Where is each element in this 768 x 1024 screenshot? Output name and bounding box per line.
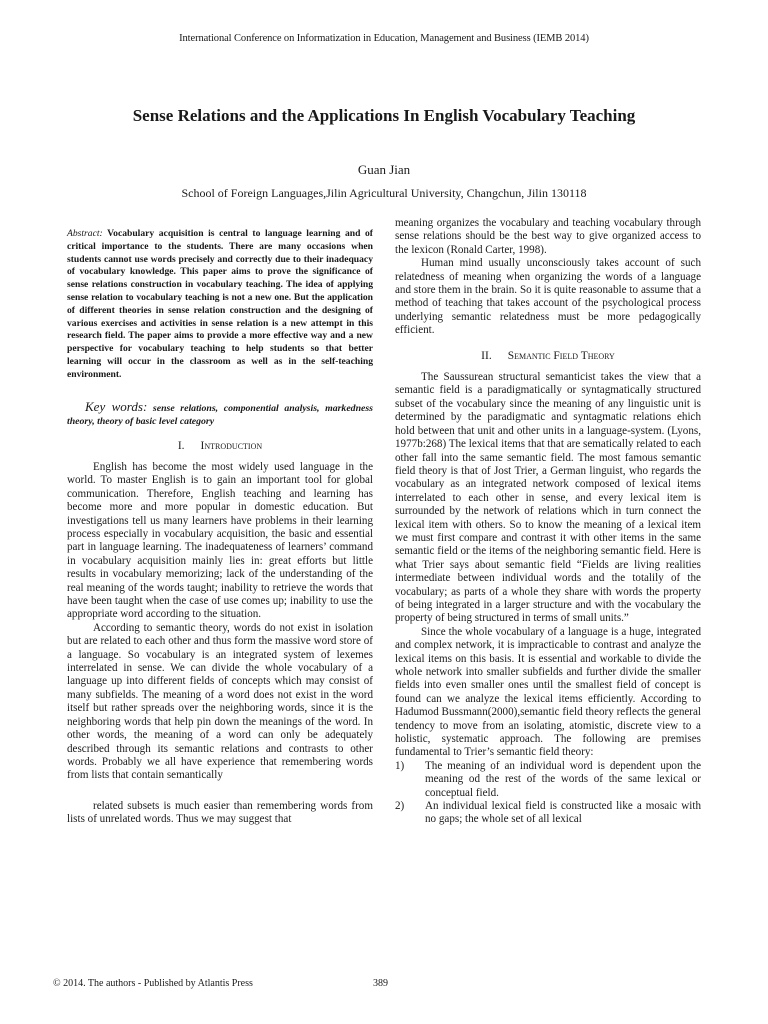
intro-paragraph: English has become the most widely used language in the world. To master English is to gain an important tool for global communication. Therefore, English teaching and learning has become more and more popular in domestic education. But investigations tell us many learners have problems in their learning process especially in vocabulary acquisition, the basic and essential part in language learning. The inadequateness of learners’ command in vocabulary acquisition mainly lies in: great efforts but little results in vocabulary memorizing; lack of the understanding of the real meaning of the words taught; inability to retrieve the words that have been taught when the case of use comes up; inability to use the appropriate word according to the situation. [67,460,373,621]
section-number: I. [177,439,185,452]
list-text: An individual lexical field is constructed like a mosaic with no gaps; the whole set of all lexical [425,800,701,826]
body-paragraph: Since the whole vocabulary of a language is a huge, integrated and complex network, it is impracticable to contrast and analyze the lexical items on this basis. It is essential and workable to divide the whole network into smaller subfields and further divide the smaller fields into even smaller ones until the smallest field of concept is found can we analyze the lexical items efficiently. According to Hadumod Bussmann(2000),semantic field theory reflects the general tendency to move from an isolating, atomistic, discrete view to a holistic, systematic approach. The following are premises fundamental to Trier’s semantic field theory: [395,625,701,759]
author-name: Guan Jian [357,162,411,177]
intro-paragraph: According to semantic theory, words do not exist in isolation but are related to each other and thus form the massive word store of a language. So vocabulary is an integrated system of lexemes interrelated in sense. We can divide the whole vocabulary of a language up into different fields of concepts which may consist of many subfields. The meaning of a word does not exist in the word itself but rather spreads over the neighboring words, since it is the neighboring words that help pin down the meanings of the word. In other words, the meaning of a word can only be adequately described through its semantic relations and contrasts to other words. Probably we all have experience that remembering words from lists that contain semantically [67,621,373,782]
intro-paragraph: related subsets is much easier than remembering words from lists of unrelated words. Thus we may suggest that [67,799,373,826]
list-item [395,760,701,800]
list-number: 2) [395,800,405,813]
section-name: Introduction [200,439,263,452]
keywords [67,400,373,428]
body-paragraph: Human mind usually unconsciously takes account of such relatedness of meaning when organizing the words of a language and store them in the brain. So it is quite reasonable to assume that a method of teaching that takes account of the psychological process underlying semantic relatedness must be more pedagogically efficient. [395,257,701,337]
abstract [67,228,373,382]
list-text: The meaning of an individual word is dependent upon the meaning od the rest of the words of the same lexical or conceptual field. [425,759,701,799]
author-affiliation: School of Foreign Languages,Jilin Agricultural University, Changchun, Jilin 130118 [181,186,587,200]
keywords-text: sense relations, componential analysis, markedness theory, theory of basic level category [67,402,373,427]
right-column [395,217,701,827]
left-column [67,215,373,827]
body-paragraph: The Saussurean structural semanticist takes the view that a semantic field is a paradigmatically or syntagmatically structured subset of the vocabulary since the meaning of any linguistic unit is determined by the paradigmatic and syntagmatic relations ehich hold between that unit and other units in a language-system. (Lyons, 1977b:268) The lexical items that that are sematically related to each other fall into the same semantic field. The most famous semantic field theory is that of Jost Trier, a German linguist, who regards the vocabulary as an integrated network composed of lexical items interrelated to each other in sense, and every lexical item is surrounded by the network of relations which in turn connect the lexical item with others. So to know the meaning of a lexical item we must first compare and contrast it with other items in the same semantic field or the items of the neighboring semantic field. Here is what Trier says about semantic field “Fields are living realities intermediate between individual words and the totalily of the vocabulary; as parts of a whole they share with words the property of being integrated in a larger structure and with the vocabulary the property of being structured in terms of small units.” [395,371,701,625]
copyright-notice: © 2014. The authors - Published by Atlantis Press [53,978,253,989]
section-heading-semantic-field [395,350,701,363]
section-heading-introduction [67,440,373,453]
page-number: 389 [373,978,388,989]
list-item [395,800,701,827]
conference-header: International Conference on Informatization in Education, Management and Business (IEMB 2014) [179,33,589,44]
body-paragraph: meaning organizes the vocabulary and teaching vocabulary through sense relations should be the best way to give organized access to the lexicon (Ronald Carter, 1998). [395,217,701,256]
section-name: Semantic Field Theory [507,349,615,362]
paper-title: Sense Relations and the Applications In English Vocabulary Teaching [132,106,636,125]
keywords-label: Key words: [85,398,148,414]
abstract-label: Abstract: [67,228,103,239]
section-number: II. [481,349,492,362]
list-number: 1) [395,759,405,772]
abstract-text: Vocabulary acquisition is central to language learning and of critical importance to the students. There are many occasions when students cannot use words precisely and correctly due to their inadequacy of vocabulary knowledge. This paper aims to prove the significance of sense relations construction in vocabulary teaching. The idea of applying sense relation to vocabulary teaching is not a new one. But the application of different theories in sense relation construction and the designing of various exercises and activities in sense relation is a new attempt in this research field. The paper aims to provide a more effective way and a new perspective for vocabulary teaching to help students so that better learning will occur in the classroom as well as in the self-teaching environment. [67,228,373,380]
